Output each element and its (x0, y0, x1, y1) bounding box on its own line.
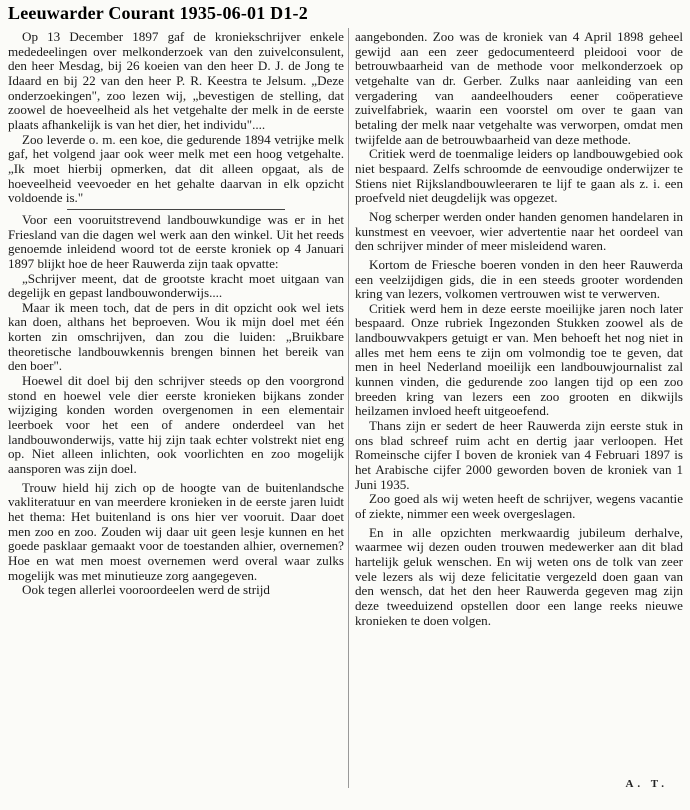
paragraph: Voor een vooruitstrevend landbouwkundige was er in het Friesland van die dagen wel werk aan den winkel. Uit het reeds genoemde inleidend woord tot de eerste kroniek op 4 Januari 1897 blijkt hoe de heer Rauwerda zijn taak opvatte: (8, 211, 344, 271)
right-column (355, 30, 683, 628)
paragraph: Nog scherper werden onder handen genomen handelaren in kunstmest en veevoer, wier advertentie naar het oordeel van den schrijver minder of meer misleidend waren. (355, 208, 683, 254)
paragraph-separator (67, 209, 285, 210)
paragraph: Trouw hield hij zich op de hoogte van de buitenlandsche vakliteratuur en van meerdere kronieken in de eerste jaren luidt het thema: Het buitenland is ons hier ver vooruit. Daar doet men zoo en zoo. Zouden wij daar uit geen lesje kunnen en het goede pasklaar gemaakt voor de toestanden alhier, overnemen? Hoe en wat men moest overnemen werd overal waar zulks mogelijk was met minutieuze zorg aangegeven. (8, 479, 344, 583)
paragraph: Maar ik meen toch, dat de pers in dit opzicht ook wel iets kan doen, althans het beproeven. Wou ik mijn doel met één korten zin omschrijven, dan zou die luiden: „Bruikbare theoretische landbouwkennis brengen binnen het bereik van den boer". (8, 299, 344, 374)
paragraph: Op 13 December 1897 gaf de kroniekschrijver enkele mededeelingen over melkonderzoek van den zuivelconsulent, den heer Mesdag, bij 26 koeien van den heer D. J. de Jong te Idaard en bij 22 van den heer P. R. Keestra te Jelsum. „Deze onderzoekingen", zoo lezen wij, „bevestigen de stelling, dat zoowel de hoeveelheid als het vetgehalte der melk in de eerste plaats afhankelijk is van het dier, het individu".... (8, 29, 344, 132)
paragraph: Zoo goed als wij weten heeft de schrijver, wegens vacantie of ziekte, nimmer een week overgeslagen. (355, 491, 683, 521)
paragraph: En in alle opzichten merkwaardig jubileum derhalve, waarmee wij dezen ouden trouwen medewerker aan dit blad hartelijk geluk wenschen. En wij weten ons de tolk van zeer vele lezers als wij deze felicitatie vergezeld doen gaan van den wensch, dat het den heer Rauwerda gegeven mag zijn deze tweeduizend opstellen door een lange reeks nieuwe kronieken te doen volgen. (355, 524, 683, 628)
paragraph: „Schrijver meent, dat de grootste kracht moet uitgaan van degelijk en gepast landbouwonderwijs.... (8, 270, 344, 301)
clipping-header: Leeuwarder Courant 1935-06-01 D1-2 (8, 3, 308, 23)
paragraph: Hoewel dit doel bij den schrijver steeds op den voorgrond stond en hoewel vele dier eerste kronieken bijkans zonder wijziging konden worden overgenomen in een elementair leerboek voor het een of andere onderdeel van het landbouwonderwijs, vatte hij zijn taak echter volstrekt niet eng op. Niet alleen inlichten, ook voorlichten en zoo mogelijk aansporen was zijn doel. (8, 373, 344, 477)
left-column (8, 30, 344, 598)
paragraph: Thans zijn er sedert de heer Rauwerda zijn eerste stuk in ons blad schreef ruim acht en dertig jaar verloopen. Het Romeinsche cijfer I boven de kroniek van 4 Februari 1897 is het Arabische cijfer 2000 geworden boven de kroniek van 1 Juni 1935. (355, 418, 683, 492)
paragraph: aangebonden. Zoo was de kroniek van 4 April 1898 geheel gewijd aan een zeer gedocumenteerd pleidooi voor de betrouwbaarheid van de methode voor melkonderzoek op vetgehalte van dr. Gerber. Zulks naar aanleiding van een vergadering van aandeelhouders eener coöperatieve zuivelfabriek, waarin een voorstel om over te gaan van betaling der melk naar vetgehalte was verworpen, omdat men twijfelde aan de betrouwbaarheid van deze methode. (355, 29, 683, 147)
author-initials: A. T. (625, 778, 668, 790)
paragraph: Kortom de Friesche boeren vonden in den heer Rauwerda een veelzijdigen gids, die in een steeds grooter wordenden kring van lezers, volkomen vertrouwen wist te verwerven. (355, 256, 683, 302)
paragraph: Critiek werd hem in deze eerste moeilijke jaren noch later bespaard. Onze rubriek Ingezonden Stukken zoowel als de landbouwvakpers getuigt er van. Men behoeft het nog niet in alles met hem eens te zijn om volmondig toe te geven, dat men in heel Nederland moeilijk een landbouwjournalist zal kunnen vinden, die gedurende zoo langen tijd op een zoo breeden kring van lezers een zoo grooten en dikwijls heilzamen invloed heeft uitgeoefend. (355, 300, 683, 419)
paragraph: Critiek werd de toenmalige leiders op landbouwgebied ook niet bespaard. Zelfs schroomde de eenvoudige onderwijzer te Stiens niet Rijkslandbouwleeraren te lijf te gaan als z. i. een proefveld niet deugdelijk was opgezet. (355, 146, 683, 206)
paragraph: Ook tegen allerlei vooroordeelen werd de strijd (22, 582, 270, 598)
column-divider (348, 28, 349, 788)
paragraph: Zoo leverde o. m. een koe, die gedurende 1894 vetrijke melk gaf, het volgend jaar ook weer melk met een hoog vetgehalte. „Ik moet hierbij opmerken, dat dit alleen opgaat, als de hoeveelheid veevoeder en het gehalte daarvan in elk opzicht voldoende is." (8, 131, 344, 206)
